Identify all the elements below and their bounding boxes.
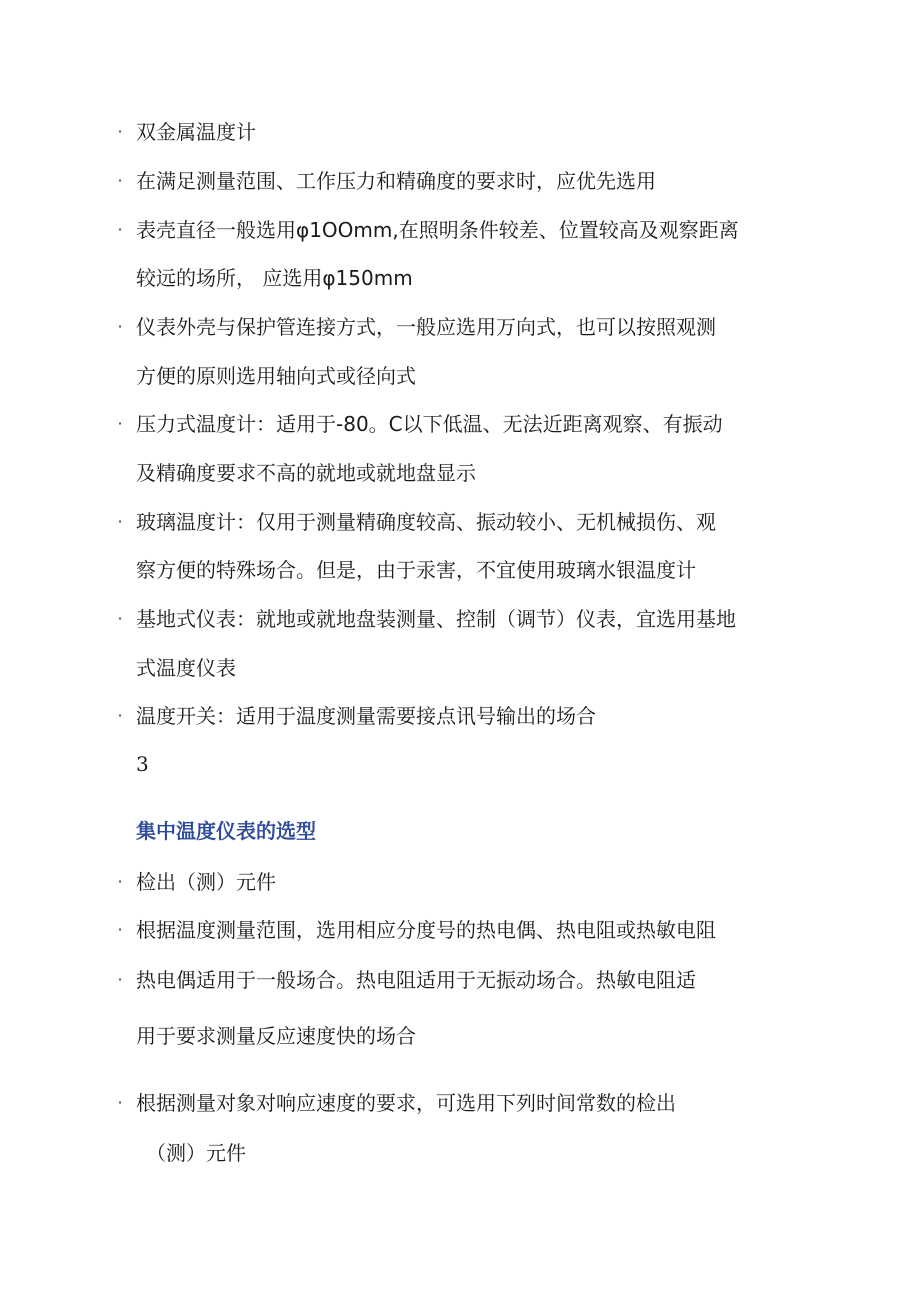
bullet-mark: ·: [117, 512, 123, 531]
list-item-text: 察方便的特殊场合。但是，由于汞害，不宜使用玻璃水银温度计: [136, 558, 696, 582]
list-item-text: 根据测量对象对响应速度的要求，可选用下列时间常数的检出: [136, 1091, 676, 1115]
bullet-mark: ·: [117, 171, 123, 190]
list-item-text: 基地式仪表：就地或就地盘装测量、控制（调节）仪表，宜选用基地: [136, 607, 736, 631]
list-item-text: 温度开关：适用于温度测量需要接点讯号输出的场合: [136, 704, 596, 728]
list-item-text: 方便的原则选用轴向式或径向式: [136, 364, 416, 388]
list-item-text: 玻璃温度计：仅用于测量精确度较高、振动较小、无机械损伤、观: [136, 510, 716, 534]
list-item-text: 及精确度要求不高的就地或就地盘显示: [136, 461, 476, 485]
bullet-mark: ·: [117, 414, 123, 433]
list-item-text: （测）元件: [146, 1141, 246, 1165]
bullet-mark: ·: [117, 220, 123, 239]
list-item-text: 较远的场所， 应选用φ150mm: [136, 266, 413, 290]
list-item-text: 压力式温度计：适用于-80。C以下低温、无法近距离观察、有振动: [136, 412, 723, 436]
list-item-text: 根据温度测量范围，选用相应分度号的热电偶、热电阻或热敏电阻: [136, 918, 716, 942]
list-item-text: 在满足测量范围、工作压力和精确度的要求时，应优先选用: [136, 169, 656, 193]
list-item-text: 仪表外壳与保护管连接方式，一般应选用万向式，也可以按照观测: [136, 315, 716, 339]
list-item-text: 双金属温度计: [136, 120, 256, 144]
bullet-mark: ·: [117, 970, 123, 989]
bullet-mark: ·: [117, 122, 123, 141]
list-item-text: 热电偶适用于一般场合。热电阻适用于无振动场合。热敏电阻适: [136, 968, 696, 992]
bullet-mark: ·: [117, 872, 123, 891]
bullet-mark: ·: [117, 609, 123, 628]
list-item-text: 表壳直径一般选用φ1OOmm,在照明条件较差、位置较高及观察距离: [136, 218, 739, 242]
list-item-text: 用于要求测量反应速度快的场合: [136, 1024, 416, 1048]
bullet-mark: ·: [117, 920, 123, 939]
bullet-mark: ·: [117, 1093, 123, 1112]
list-item-text: 检出（测）元件: [136, 870, 276, 894]
bullet-mark: ·: [117, 706, 123, 725]
bullet-mark: ·: [117, 317, 123, 336]
section-heading: 集中温度仪表的选型: [136, 819, 316, 843]
list-item-text: 式温度仪表: [136, 656, 236, 680]
page-number: 3: [136, 752, 149, 776]
